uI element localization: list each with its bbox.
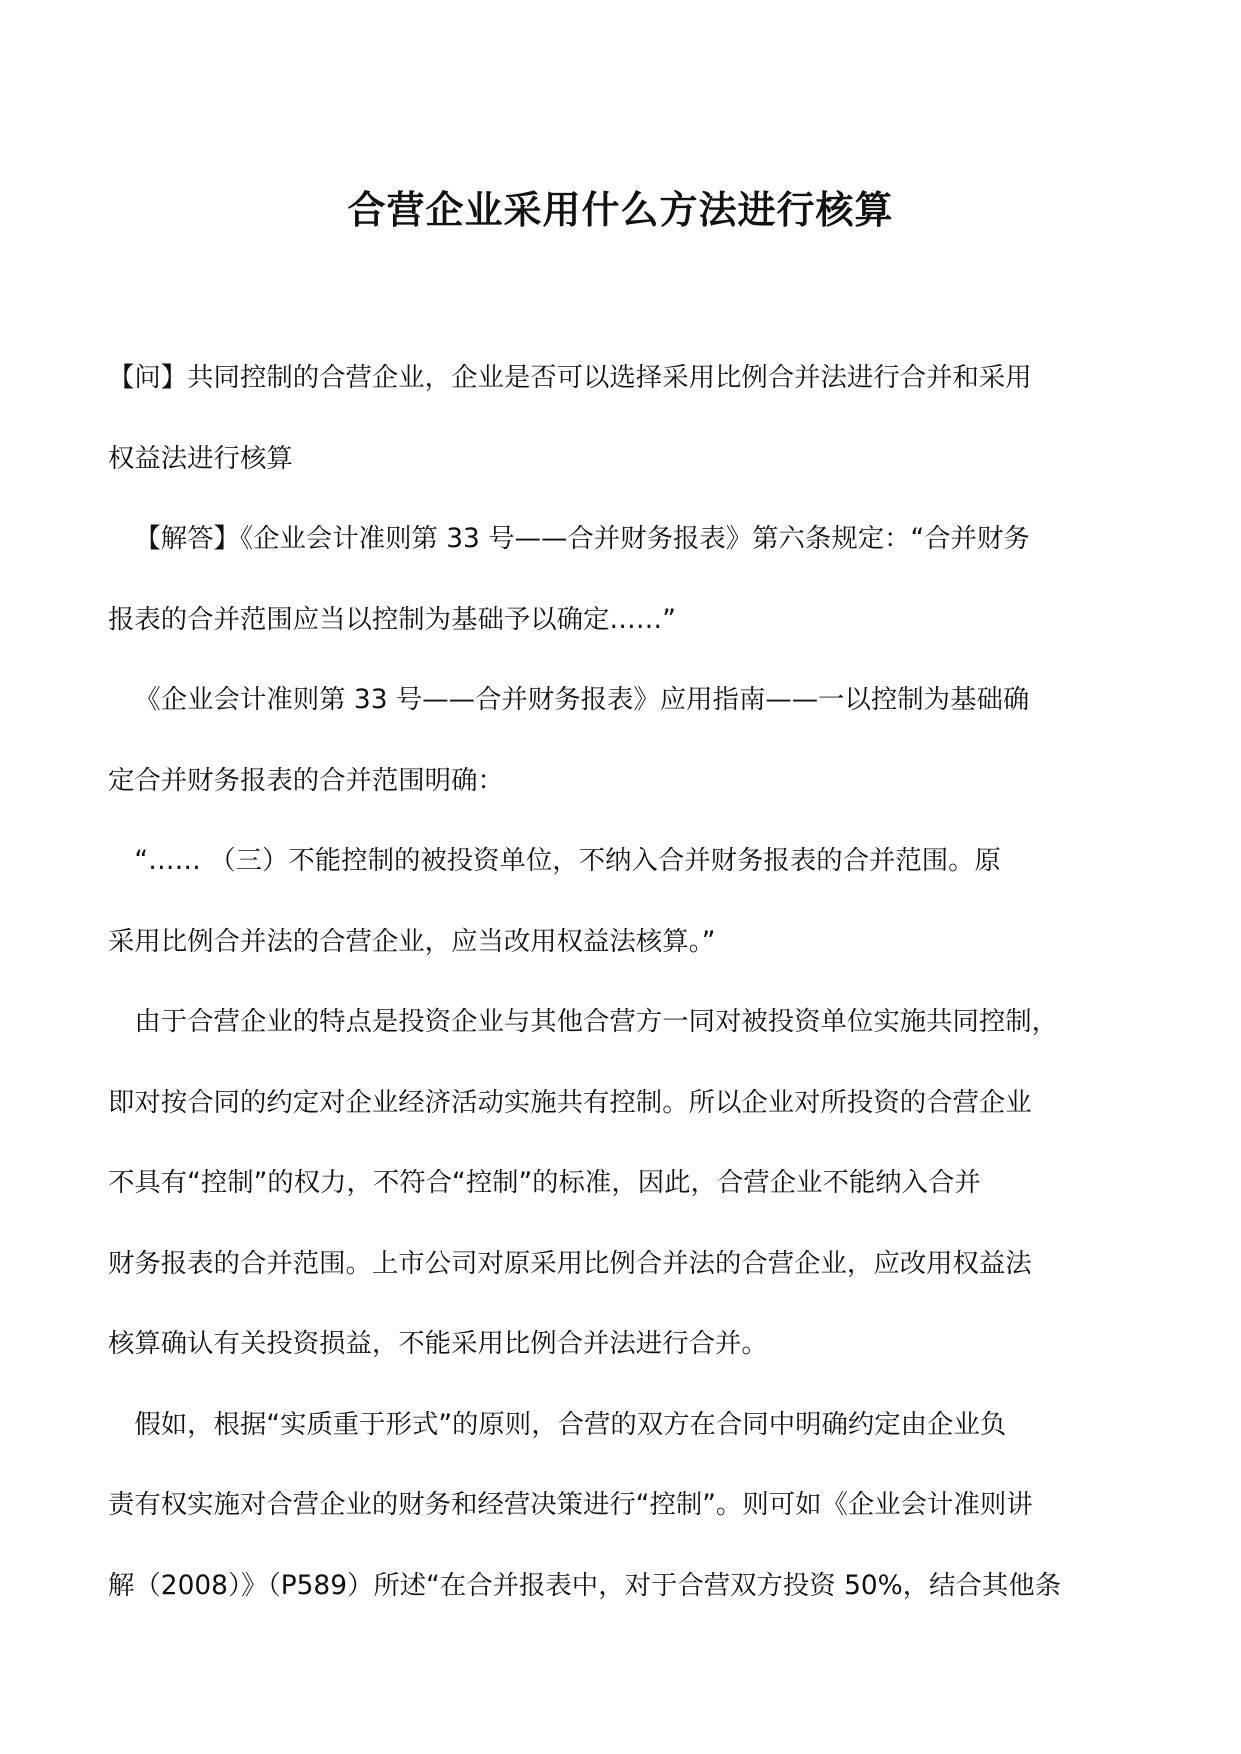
text-line: 《企业会计准则第 33 号——合并财务报表》应用指南——一以控制为基础确 (134, 684, 1030, 715)
question-paragraph (108, 338, 1134, 499)
text-line: 不具有“控制”的权力，不符合“控制”的标准，因此，合营企业不能纳入合并 (108, 1167, 981, 1198)
text-line: 假如，根据“实质重于形式”的原则，合营的双方在合同中明确约定由企业负 (134, 1408, 1007, 1440)
hypothesis-paragraph (108, 1385, 1134, 1627)
text-line: 解（2008）》（P589）所述“在合并报表中，对于合营双方投资 50%，结合其他条 (108, 1569, 1062, 1601)
text-line: 报表的合并范围应当以控制为基础予以确定……” (108, 603, 676, 635)
quote-paragraph (108, 821, 1134, 982)
document-body (108, 338, 1134, 1626)
text-line: 核算确认有关投资损益，不能采用比例合并法进行合并。 (108, 1328, 768, 1359)
text-line: 采用比例合并法的合营企业，应当改用权益法核算。” (108, 925, 716, 957)
text-line: 权益法进行核算 (108, 442, 293, 474)
text-line: 即对按合同的约定对企业经济活动实施共有控制。所以企业对所投资的合营企业 (108, 1086, 1032, 1118)
text-line: “…… （三）不能控制的被投资单位，不纳入合并财务报表的合并范围。原 (134, 845, 1001, 876)
explanation-paragraph (108, 982, 1134, 1385)
text-line: 责有权实施对合营企业的财务和经营决策进行“控制”。则可如《企业会计准则讲 (108, 1489, 1033, 1520)
text-line: 定合并财务报表的合并范围明确： (108, 764, 504, 796)
document-title: 合营企业采用什么方法进行核算 (347, 187, 894, 233)
text-line: 【问】共同控制的合营企业，企业是否可以选择采用比例合并法进行合并和采用 (108, 362, 1032, 393)
text-line: 财务报表的合并范围。上市公司对原采用比例合并法的合营企业，应改用权益法 (108, 1247, 1032, 1279)
text-line: 由于合营企业的特点是投资企业与其他合营方一同对被投资单位实施共同控制， (134, 1006, 1059, 1037)
text-line: 【解答】《企业会计准则第 33 号——合并财务报表》第六条规定：“合并财务 (134, 523, 1030, 554)
guide-paragraph (108, 660, 1134, 821)
answer-paragraph (108, 499, 1134, 660)
